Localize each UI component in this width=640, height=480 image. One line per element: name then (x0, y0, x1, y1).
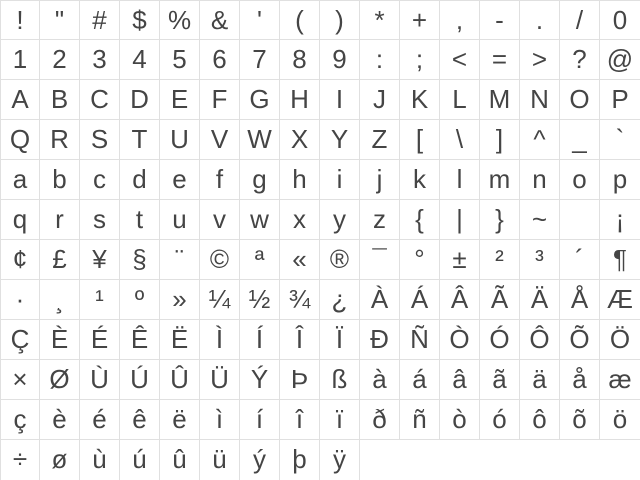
glyph-cell[interactable]: Ï (320, 320, 360, 360)
glyph-cell[interactable]: ß (320, 360, 360, 400)
glyph-cell[interactable]: Á (400, 280, 440, 320)
glyph-cell[interactable]: ¡ (600, 200, 640, 240)
glyph-cell[interactable]: z (360, 200, 400, 240)
glyph-cell[interactable]: Ù (80, 360, 120, 400)
glyph-cell[interactable]: í (240, 400, 280, 440)
glyph-cell[interactable]: { (400, 200, 440, 240)
glyph-cell[interactable]: 4 (120, 40, 160, 80)
glyph-cell[interactable]: ë (160, 400, 200, 440)
glyph-cell[interactable]: Å (560, 280, 600, 320)
glyph-cell[interactable]: ò (440, 400, 480, 440)
glyph-cell[interactable]: K (400, 80, 440, 120)
glyph-cell[interactable]: H (280, 80, 320, 120)
glyph-cell[interactable]: ä (520, 360, 560, 400)
glyph-cell[interactable]: ? (560, 40, 600, 80)
glyph-cell[interactable]: ý (240, 440, 280, 480)
glyph-cell[interactable]: æ (600, 360, 640, 400)
glyph-cell[interactable]: » (160, 280, 200, 320)
glyph-cell[interactable]: b (40, 160, 80, 200)
glyph-cell[interactable]: Î (280, 320, 320, 360)
glyph-cell[interactable]: ® (320, 240, 360, 280)
glyph-row (0, 0, 640, 40)
glyph-cell[interactable]: i (320, 160, 360, 200)
glyph-cell[interactable]: Þ (280, 360, 320, 400)
glyph-cell[interactable]: Ð (360, 320, 400, 360)
glyph-cell[interactable]: ÷ (0, 440, 40, 480)
glyph-cell[interactable]: [ (400, 120, 440, 160)
glyph-cell[interactable]: ¢ (0, 240, 40, 280)
glyph-cell[interactable]: I (320, 80, 360, 120)
glyph-cell[interactable]: @ (600, 40, 640, 80)
glyph-cell[interactable]: Ó (480, 320, 520, 360)
glyph-cell[interactable]: Ø (40, 360, 80, 400)
glyph-cell[interactable]: 6 (200, 40, 240, 80)
glyph-cell[interactable]: M (480, 80, 520, 120)
glyph-cell[interactable]: ¾ (280, 280, 320, 320)
glyph-cell[interactable]: Ç (0, 320, 40, 360)
glyph-cell[interactable]: f (200, 160, 240, 200)
glyph-cell[interactable]: h (280, 160, 320, 200)
glyph-cell[interactable]: Q (0, 120, 40, 160)
glyph-cell[interactable]: Ê (120, 320, 160, 360)
glyph-cell[interactable]: Ô (520, 320, 560, 360)
glyph-cell[interactable]: ê (120, 400, 160, 440)
glyph-cell[interactable]: & (200, 0, 240, 40)
glyph-cell[interactable]: X (280, 120, 320, 160)
glyph-cell[interactable]: ³ (520, 240, 560, 280)
glyph-cell[interactable]: V (200, 120, 240, 160)
glyph-cell[interactable]: ~ (520, 200, 560, 240)
glyph-cell[interactable]: å (560, 360, 600, 400)
glyph-cell[interactable]: ` (600, 120, 640, 160)
glyph-cell[interactable]: J (360, 80, 400, 120)
glyph-cell[interactable]: Í (240, 320, 280, 360)
glyph-cell[interactable]: Ö (600, 320, 640, 360)
glyph-cell[interactable]: ´ (560, 240, 600, 280)
glyph-cell[interactable]: Ò (440, 320, 480, 360)
glyph-cell[interactable]: Ä (520, 280, 560, 320)
glyph-cell[interactable]: É (80, 320, 120, 360)
glyph-cell[interactable]: È (40, 320, 80, 360)
glyph-cell[interactable]: + (400, 0, 440, 40)
glyph-cell[interactable]: ø (40, 440, 80, 480)
glyph-cell[interactable]: â (440, 360, 480, 400)
glyph-cell[interactable]: d (120, 160, 160, 200)
glyph-cell[interactable]: ï (320, 400, 360, 440)
glyph-cell[interactable]: ² (480, 240, 520, 280)
glyph-cell[interactable]: < (440, 40, 480, 80)
glyph-cell[interactable]: ã (480, 360, 520, 400)
glyph-cell[interactable]: B (40, 80, 80, 120)
glyph-row (0, 440, 640, 480)
glyph-cell[interactable]: P (600, 80, 640, 120)
glyph-row (0, 400, 640, 440)
glyph-cell[interactable]: \ (440, 120, 480, 160)
glyph-cell[interactable]: ¥ (80, 240, 120, 280)
glyph-cell[interactable]: ö (600, 400, 640, 440)
glyph-cell[interactable]: 1 (0, 40, 40, 80)
glyph-cell[interactable]: è (40, 400, 80, 440)
glyph-cell[interactable]: ° (400, 240, 440, 280)
glyph-cell[interactable] (560, 200, 600, 240)
glyph-cell[interactable]: p (600, 160, 640, 200)
glyph-cell[interactable]: ú (120, 440, 160, 480)
glyph-cell[interactable]: W (240, 120, 280, 160)
glyph-cell[interactable]: Õ (560, 320, 600, 360)
glyph-cell[interactable]: U (160, 120, 200, 160)
glyph-cell[interactable]: þ (280, 440, 320, 480)
glyph-cell[interactable]: e (160, 160, 200, 200)
glyph-row (0, 160, 640, 200)
glyph-cell[interactable]: Ì (200, 320, 240, 360)
glyph-cell[interactable]: ô (520, 400, 560, 440)
glyph-cell[interactable]: 5 (160, 40, 200, 80)
glyph-cell[interactable]: > (520, 40, 560, 80)
glyph-cell[interactable]: × (0, 360, 40, 400)
glyph-cell[interactable]: ( (280, 0, 320, 40)
glyph-cell[interactable]: r (40, 200, 80, 240)
glyph-cell[interactable]: « (280, 240, 320, 280)
glyph-cell[interactable]: C (80, 80, 120, 120)
glyph-cell[interactable]: û (160, 440, 200, 480)
glyph-cell[interactable]: y (320, 200, 360, 240)
glyph-cell[interactable]: á (400, 360, 440, 400)
glyph-cell[interactable]: / (560, 0, 600, 40)
glyph-cell[interactable]: u (160, 200, 200, 240)
glyph-cell[interactable]: Ü (200, 360, 240, 400)
glyph-cell[interactable]: $ (120, 0, 160, 40)
glyph-cell[interactable]: D (120, 80, 160, 120)
glyph-cell[interactable]: Ú (120, 360, 160, 400)
glyph-cell[interactable]: A (0, 80, 40, 120)
glyph-cell[interactable]: | (440, 200, 480, 240)
glyph-cell[interactable]: * (360, 0, 400, 40)
glyph-cell[interactable]: q (0, 200, 40, 240)
glyph-cell[interactable]: m (480, 160, 520, 200)
glyph-cell[interactable]: " (40, 0, 80, 40)
glyph-cell[interactable]: } (480, 200, 520, 240)
glyph-cell[interactable]: º (120, 280, 160, 320)
glyph-cell[interactable]: Z (360, 120, 400, 160)
glyph-cell[interactable]: ^ (520, 120, 560, 160)
glyph-cell[interactable]: Ý (240, 360, 280, 400)
glyph-cell[interactable]: ó (480, 400, 520, 440)
glyph-cell[interactable]: © (200, 240, 240, 280)
glyph-cell[interactable]: Û (160, 360, 200, 400)
glyph-cell[interactable]: g (240, 160, 280, 200)
glyph-cell[interactable]: w (240, 200, 280, 240)
glyph-cell[interactable]: 8 (280, 40, 320, 80)
glyph-cell[interactable]: ! (0, 0, 40, 40)
glyph-cell[interactable]: T (120, 120, 160, 160)
glyph-cell[interactable]: 3 (80, 40, 120, 80)
glyph-cell[interactable]: õ (560, 400, 600, 440)
glyph-cell[interactable]: , (440, 0, 480, 40)
glyph-cell[interactable]: Ã (480, 280, 520, 320)
glyph-cell[interactable]: ¼ (200, 280, 240, 320)
glyph-cell[interactable]: . (520, 0, 560, 40)
glyph-cell[interactable]: 0 (600, 0, 640, 40)
glyph-cell[interactable]: t (120, 200, 160, 240)
glyph-cell[interactable]: E (160, 80, 200, 120)
glyph-cell[interactable]: _ (560, 120, 600, 160)
glyph-cell[interactable]: O (560, 80, 600, 120)
glyph-cell[interactable]: R (40, 120, 80, 160)
glyph-cell[interactable]: Æ (600, 280, 640, 320)
glyph-cell[interactable]: ¸ (40, 280, 80, 320)
glyph-cell[interactable]: a (0, 160, 40, 200)
glyph-cell[interactable]: ª (240, 240, 280, 280)
glyph-cell[interactable]: ] (480, 120, 520, 160)
glyph-cell[interactable]: # (80, 0, 120, 40)
glyph-cell[interactable]: ± (440, 240, 480, 280)
glyph-row (0, 280, 640, 320)
glyph-cell[interactable]: À (360, 280, 400, 320)
glyph-cell[interactable]: Ñ (400, 320, 440, 360)
glyph-cell[interactable]: ) (320, 0, 360, 40)
glyph-cell[interactable]: Â (440, 280, 480, 320)
glyph-cell[interactable]: - (480, 0, 520, 40)
glyph-cell[interactable]: ; (400, 40, 440, 80)
glyph-cell[interactable]: % (160, 0, 200, 40)
glyph-cell[interactable]: ½ (240, 280, 280, 320)
glyph-cell[interactable]: ù (80, 440, 120, 480)
glyph-cell[interactable]: n (520, 160, 560, 200)
glyph-row (0, 200, 640, 240)
glyph-cell[interactable]: j (360, 160, 400, 200)
glyph-cell[interactable]: ç (0, 400, 40, 440)
glyph-cell[interactable]: £ (40, 240, 80, 280)
glyph-cell[interactable]: v (200, 200, 240, 240)
glyph-cell[interactable]: S (80, 120, 120, 160)
glyph-cell[interactable]: Y (320, 120, 360, 160)
glyph-cell[interactable]: s (80, 200, 120, 240)
glyph-row (0, 360, 640, 400)
glyph-row (0, 120, 640, 160)
glyph-cell[interactable]: l (440, 160, 480, 200)
glyph-cell[interactable]: 9 (320, 40, 360, 80)
glyph-cell[interactable]: à (360, 360, 400, 400)
glyph-cell[interactable]: o (560, 160, 600, 200)
glyph-cell[interactable]: § (120, 240, 160, 280)
glyph-cell[interactable]: c (80, 160, 120, 200)
glyph-cell[interactable]: é (80, 400, 120, 440)
glyph-cell[interactable]: ' (240, 0, 280, 40)
glyph-cell[interactable]: ñ (400, 400, 440, 440)
glyph-row (0, 320, 640, 360)
glyph-cell[interactable]: ì (200, 400, 240, 440)
glyph-cell[interactable]: L (440, 80, 480, 120)
glyph-row (0, 80, 640, 120)
glyph-cell[interactable]: = (480, 40, 520, 80)
glyph-cell[interactable]: ð (360, 400, 400, 440)
glyph-cell[interactable]: Ë (160, 320, 200, 360)
glyph-cell[interactable]: x (280, 200, 320, 240)
glyph-cell[interactable]: k (400, 160, 440, 200)
glyph-cell[interactable]: ¯ (360, 240, 400, 280)
glyph-cell[interactable]: : (360, 40, 400, 80)
glyph-cell[interactable]: ¶ (600, 240, 640, 280)
glyph-cell[interactable]: N (520, 80, 560, 120)
glyph-cell[interactable]: ¹ (80, 280, 120, 320)
glyph-cell[interactable]: ¨ (160, 240, 200, 280)
glyph-cell[interactable]: F (200, 80, 240, 120)
glyph-cell[interactable]: G (240, 80, 280, 120)
glyph-cell[interactable]: 7 (240, 40, 280, 80)
glyph-cell[interactable]: ¿ (320, 280, 360, 320)
glyph-cell[interactable]: î (280, 400, 320, 440)
glyph-row (0, 40, 640, 80)
glyph-cell[interactable]: ÿ (320, 440, 360, 480)
glyph-cell[interactable]: 2 (40, 40, 80, 80)
glyph-row (0, 240, 640, 280)
glyph-cell[interactable]: ü (200, 440, 240, 480)
glyph-cell[interactable]: · (0, 280, 40, 320)
